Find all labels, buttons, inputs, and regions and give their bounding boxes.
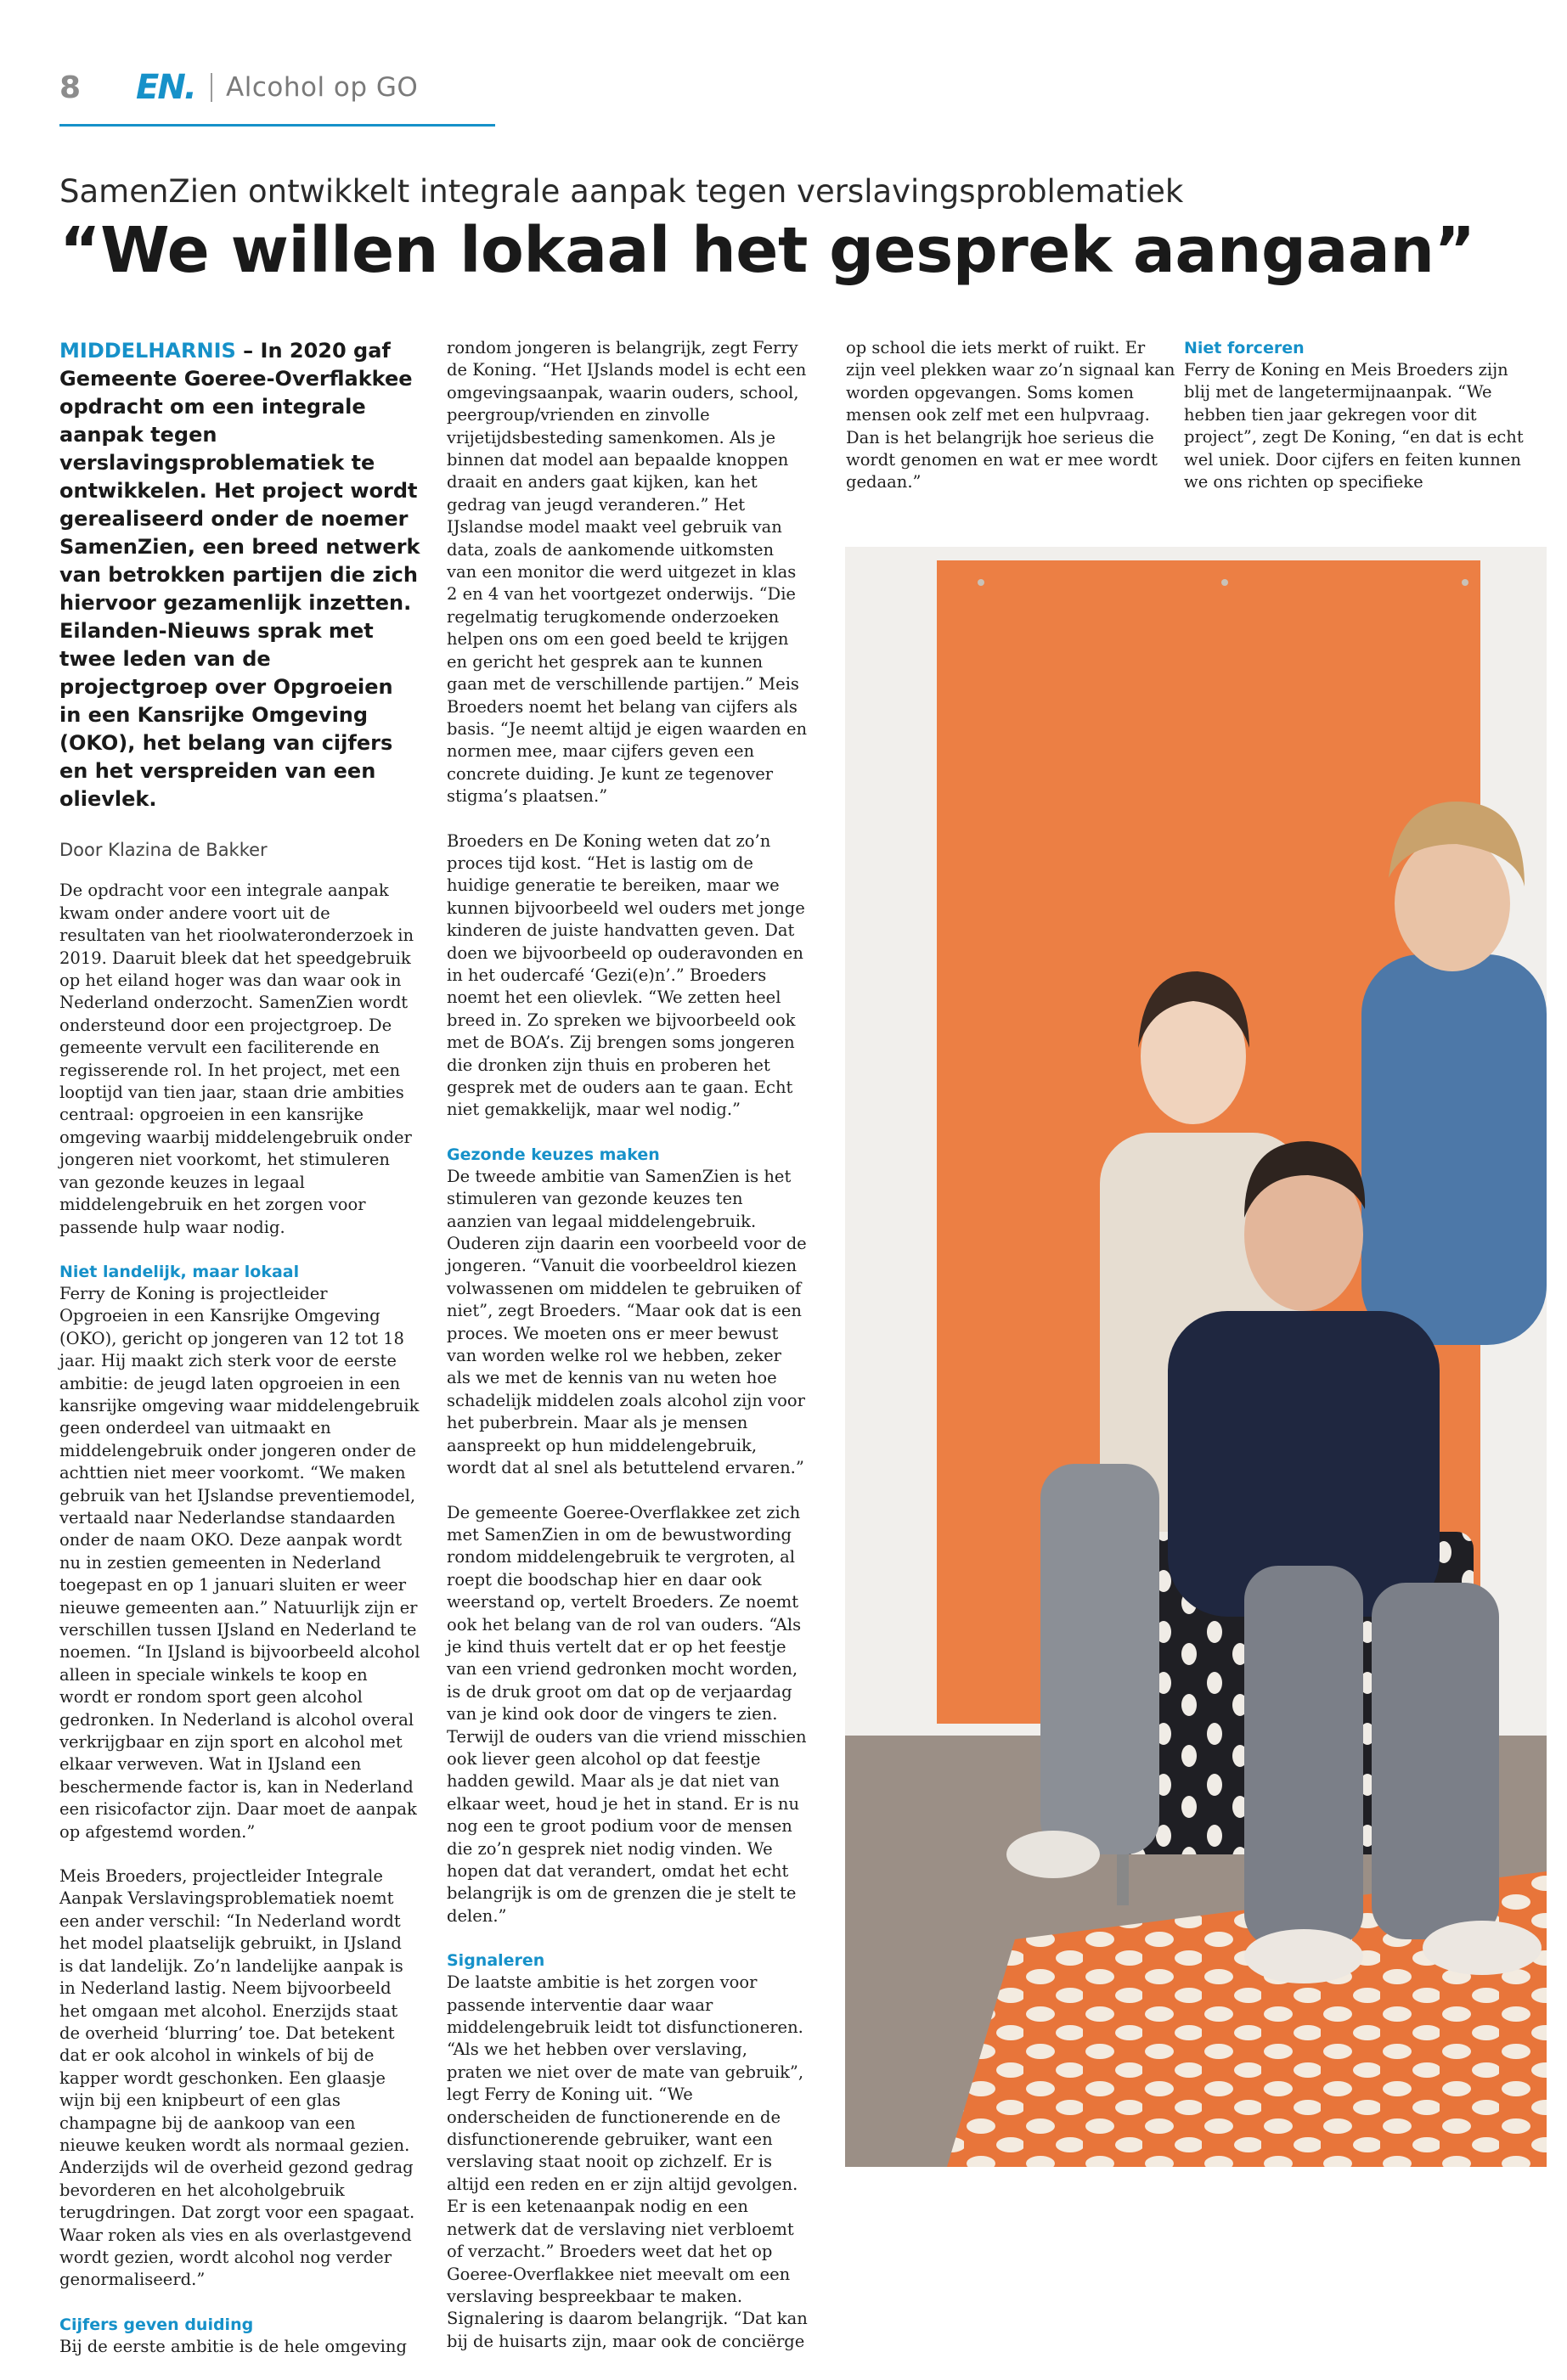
paragraph: rondom jongeren is belangrijk, zegt Ferry de Koning. “Het IJslands model is echt een omgevingsaanpak, waarin ouders, school, peergroup/vrienden en zinvolle vrijetijdsbesteding samenkomen. Als je binnen dat model aan bepaalde knoppen draait en anders gaat kijken, kan het gedrag van jeugd veranderen.” Het IJslandse model maakt veel gebruik van data, zoals de aankomende uitkomsten van een monitor die werd uitgezet in klas 2 en 4 van het voortgezet onderwijs. “Die regelmatig terugkomende onderzoeken helpen ons om een goed beeld te krijgen en gericht het gesprek aan te kunnen gaan met de verschillende partijen.” Meis Broeders noemt het belang van cijfers als basis. “Je neemt altijd je eigen waarden en normen mee, maar cijfers geven een concrete duiding. Je kunt ze tegenover stigma’s plaatsen.” — [447, 338, 808, 807]
header-divider — [211, 73, 212, 102]
man-legs — [1244, 1566, 1363, 1948]
woman-right-face — [1395, 836, 1510, 971]
paragraph: De gemeente Goeree-Overflakkee zet zich met SamenZien in om de bewustwording rondom middelengebruik te vergroten, al roept die boodschap hier en daar ook weerstand op, vertelt Broeders. Ze noemt ook het belang van de rol van ouders. “Als je kind thuis vertelt dat er op het feestje van een vriend gedronken mocht worden, is de druk groot om dat op de verjaardag van je kind ook door de vingers te zien. Terwijl de ouders van die vriend misschien ook liever geen alcohol op dat feestje hadden gewild. Maar als je dat niet van elkaar weet, houd je het in stand. Er is nu nog een te groot podium voor de mensen die zo’n gesprek niet nodig vinden. We hopen dat dat verandert, omdat het echt belangrijk is om de grenzen die je stelt te delen.” — [447, 1502, 807, 1926]
photo-illustration — [845, 547, 1547, 2167]
woman-right-jacket — [1361, 954, 1547, 1345]
column-4 — [1184, 337, 1524, 515]
byline: Door Klazina de Bakker — [59, 840, 268, 860]
subheading: Cijfers geven duiding — [59, 2315, 254, 2334]
paragraph: Ferry de Koning en Meis Broeders zijn blij met de langetermijnaanpak. “We hebben tien jaar gekregen voor dit project”, zegt De Koning, “en dat is echt wel uniek. Door cijfers en feiten kunnen we ons richten op specifieke — [1184, 360, 1524, 492]
intro-text: – In 2020 gaf Gemeente Goeree-Overflakkee opdracht om een integrale aanpak tegen verslavingsproblematiek te ontwikkelen. Het project wordt gerealiseerd onder de noemer SamenZien, een breed netwerk van betrokken partijen die zich hiervoor gezamenlijk inzetten. Eilanden-Nieuws sprak met twee leden van de projectgroep over Opgroeien in een Kansrijke Omgeving (OKO), het belang van cijfers en het verspreiden van een olievlek. — [59, 339, 420, 811]
paragraph: De laatste ambitie is het zorgen voor passende interventie daar waar middelengebruik leidt tot disfunctioneren. “Als we het hebben over verslaving, praten we niet over de mate van gebruik”, legt Ferry de Koning uit. “We onderscheiden de functionerende en de disfunctionerende gebruiker, want een verslaving staat nooit op zichzelf. Er is altijd een reden en er zijn altijd gevolgen. Er is een ketenaanpak nodig en een netwerk dat de verslaving niet verbloemt of verzacht.” Broeders weet dat het op Goeree-Overflakkee niet meevalt om een verslaving bespreekbaar te maken. Signalering is daarom belangrijk. “Dat kan bij de huisarts zijn, maar ook de conciërge — [447, 1972, 808, 2351]
subheading: Niet forceren — [1184, 339, 1305, 357]
article-intro — [59, 337, 420, 813]
paragraph: Meis Broeders, projectleider Integrale Aanpak Verslavingsproblematiek noemt een ander verschil: “In Nederland wordt het model plaatselijk gebruikt, in IJsland is dat landelijk. Zo’n landelijke aanpak is in Nederland lastig. Neem bijvoorbeeld het omgaan met alcohol. Enerzijds staat de overheid ‘blurring’ toe. Dat betekent dat er ook alcohol in winkels of bij de kapper wordt geschonken. Een glaasje wijn bij een knipbeurt of een glas champagne bij de aankoop van een nieuwe keuken wordt als normaal gezien. Anderzijds wil de overheid gezond gedrag bevorderen en het alcoholgebruik terugdringen. Dat zorgt voor een spagaat. Waar roken als vies en als overlastgevend wordt gezien, wordt alcohol nog verder genormaliseerd.” — [59, 1866, 415, 2290]
article-kicker: SamenZien ontwikkelt integrale aanpak tegen verslavingsproblematiek — [59, 173, 1184, 210]
paragraph: De tweede ambitie van SamenZien is het stimuleren van gezonde keuzes ten aanzien van legaal middelengebruik. Ouderen zijn daarin een voorbeeld voor de jongeren. “Vanuit die voorbeeldrol kiezen volwassenen om middelen te gebruiken of niet”, zegt Broeders. “Maar ook dat is een proces. We moeten ons er meer bewust van worden welke rol we hebben, zeker als we met de kennis van nu weten hoe schadelijk middelen zoals alcohol zijn voor het puberbrein. Maar als je mensen aanspreekt op hun middelengebruik, wordt dat al snel als betuttelend ervaren.” — [447, 1166, 807, 1478]
woman-left-legs — [1040, 1464, 1159, 1854]
subheading: Signaleren — [447, 1951, 545, 1971]
subheading: Niet landelijk, maar lokaal — [59, 1262, 300, 1281]
subheading: Gezonde keuzes maken — [447, 1145, 660, 1164]
article-headline: “We willen lokaal het gesprek aangaan” — [59, 214, 1475, 287]
header-rule — [59, 124, 495, 127]
page-number: 8 — [59, 70, 82, 105]
paragraph: op school die iets merkt of ruikt. Er zijn veel plekken waar zo’n signaal kan worden opgevangen. Soms komen mensen ook zelf met een hulpvraag. Dan is het belangrijk hoe serieus die wordt genomen en wat er mee wordt gedaan.” — [846, 338, 1175, 492]
newspaper-logo: EN. — [136, 68, 195, 107]
page-header — [59, 66, 418, 109]
section-name: Alcohol op GO — [226, 72, 419, 103]
paragraph: Broeders en De Koning weten dat zo’n proces tijd kost. “Het is lastig om de huidige generatie te bereiken, maar we kunnen bijvoorbeeld wel ouders met jonge kinderen de juiste handvatten geven. Dat doen we bijvoorbeeld op ouderavonden en in het oudercafé ‘Gezi(e)n’.” Broeders noemt het een olievlek. “We zetten heel breed in. Zo spreken we bijvoorbeeld ook met de BOA’s. Zij brengen soms jongeren die dronken zijn thuis en proberen het gesprek met de ouders aan te gaan. Echt niet gemakkelijk, maar wel nodig.” — [447, 830, 805, 1120]
column-1 — [59, 337, 420, 2380]
paragraph: Ferry de Koning is projectleider Opgroeien in een Kansrijke Omgeving (OKO), gericht op jongeren van 12 tot 18 jaar. Hij maakt zich sterk voor de eerste ambitie: de jeugd laten opgroeien in een kansrijke omgeving waar middelengebruik geen onderdeel van uitmaakt en middelengebruik onder jongeren onder de achttien niet meer voorkomt. “We maken gebruik van het IJslandse preventiemodel, vertaald naar Nederlandse standaarden onder de naam OKO. Deze aanpak wordt nu in zestien gemeenten in Nederland toegepast en op 1 januari sluiten er weer nieuwe gemeenten aan.” Natuurlijk zijn er verschillen tussen IJsland en Nederland te noemen. “In IJsland is bijvoorbeeld alcohol alleen in speciale winkels te koop en wordt er rondom sport geen alcohol gedronken. In Nederland is alcohol overal verkrijgbaar en zijn sport en alcohol met elkaar verweven. Wat in IJsland een beschermende factor is, kan in Nederland een risicofactor zijn. Daar moet de aanpak op afgestemd worden.” — [59, 1283, 420, 1842]
column-3 — [846, 337, 1177, 516]
paragraph: Bij de eerste ambitie is de hele omgeving — [59, 2336, 407, 2356]
column-2 — [447, 337, 808, 2375]
paragraph: De opdracht voor een integrale aanpak kwam onder andere voort uit de resultaten van het rioolwateronderzoek in 2019. Daaruit bleek dat het speedgebruik op het eiland hoger was dan waar ook in Nederland onderzocht. SamenZien wordt ondersteund door een projectgroep. De gemeente vervult een faciliterende en regisserende rol. In het project, met een looptijd van tien jaar, staan drie ambities centraal: opgroeien in een kansrijke omgeving waarbij middelengebruik onder jongeren niet voorkomt, het stimuleren van gezonde keuzes in legaal middelengebruik en het zorgen voor passende hulp waar nodig. — [59, 881, 414, 1237]
article-photo — [845, 547, 1547, 2167]
dateline: MIDDELHARNIS — [59, 339, 236, 363]
